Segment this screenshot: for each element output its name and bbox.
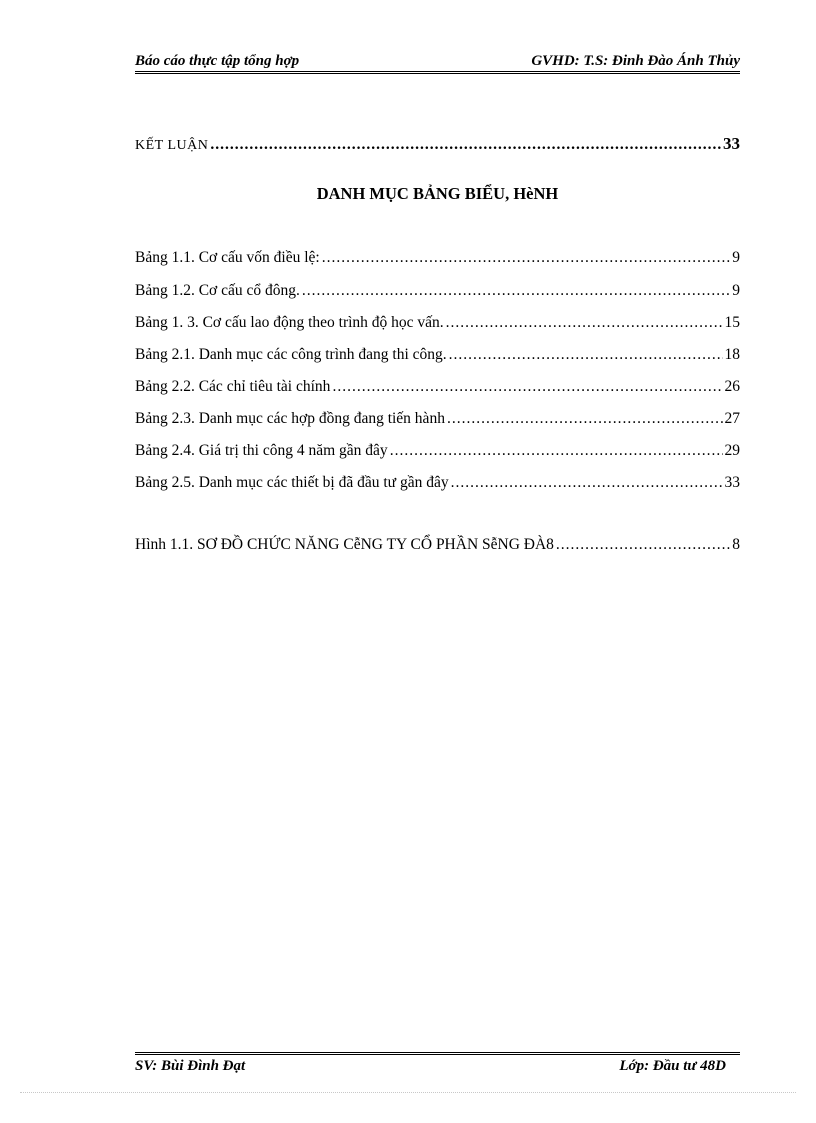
toc-entry-page: 33: [724, 474, 740, 491]
toc-entry-label: Bảng 1.1. Cơ cấu vốn điều lệ:: [135, 249, 320, 266]
class-name: Lớp: Đầu tư 48D: [619, 1058, 726, 1074]
toc-entry-label: Bảng 2.3. Danh mục các hợp đồng đang tiến hành: [135, 410, 445, 427]
page-edge-divider: [20, 1092, 796, 1093]
toc-entry-page: 18: [724, 346, 740, 363]
toc-entry-page: 26: [724, 378, 740, 395]
toc-entry-page: 8: [732, 536, 740, 553]
toc-entry-table: [135, 410, 740, 428]
toc-leader: [449, 346, 723, 364]
student-name: SV: Bùi Đình Đạt: [135, 1058, 246, 1074]
toc-entry-label: Bảng 2.1. Danh mục các công trình đang thi công.: [135, 346, 447, 363]
toc-entry-page: 29: [724, 442, 740, 459]
toc-entry-label: KẾT LUẬN: [135, 138, 209, 153]
toc-entry-figure: [135, 536, 740, 554]
toc-entry-label: Hình 1.1. SƠ ĐỒ CHỨC NĂNG CễNG TY CỔ PHẦN SễNG ĐÀ8: [135, 536, 554, 553]
toc-leader: [390, 442, 723, 460]
section-title: DANH MỤC BẢNG BIỂU, HèNH: [316, 184, 559, 203]
toc-entry-table: [135, 346, 740, 364]
toc-leader: [332, 378, 722, 396]
toc-entry-table: [135, 249, 740, 267]
toc-entry-table: [135, 378, 740, 396]
toc-leader: [210, 136, 721, 154]
toc-entry-table: [135, 442, 740, 460]
toc-entry-label: Bảng 1.2. Cơ cấu cổ đông.: [135, 282, 300, 299]
toc-entry-label: Bảng 1. 3. Cơ cấu lao động theo trình độ học vấn.: [135, 314, 444, 331]
toc-entry-label: Bảng 2.4. Giá trị thi công 4 năm gần đây: [135, 442, 388, 459]
toc-entry-page: 33: [723, 134, 740, 153]
toc-leader: [322, 249, 731, 267]
toc-leader: [446, 314, 723, 332]
toc-entry-page: 9: [732, 282, 740, 299]
toc-entry-table: [135, 474, 740, 492]
footer-rule: [135, 1052, 740, 1055]
page-footer: [135, 1058, 740, 1080]
toc-entry-page: 15: [724, 314, 740, 331]
toc-entry-table: [135, 314, 740, 332]
toc-leader: [451, 474, 723, 492]
toc-entry-label: Bảng 2.5. Danh mục các thiết bị đã đầu tư gần đây: [135, 474, 449, 491]
toc-entry-table: [135, 282, 740, 300]
toc-leader: [556, 536, 730, 554]
toc-leader: [302, 282, 730, 300]
supervisor-name: GVHD: T.S: Đinh Đào Ánh Thủy: [531, 53, 740, 69]
report-title: Báo cáo thực tập tổng hợp: [135, 53, 300, 69]
header-rule: [135, 71, 740, 74]
toc-entry-conclusion: [135, 134, 740, 154]
toc-leader: [447, 410, 723, 428]
toc-entry-label: Bảng 2.2. Các chỉ tiêu tài chính: [135, 378, 331, 395]
toc-entry-page: 9: [732, 249, 740, 266]
toc-entry-page: 27: [724, 410, 740, 427]
page-header: [135, 48, 740, 70]
